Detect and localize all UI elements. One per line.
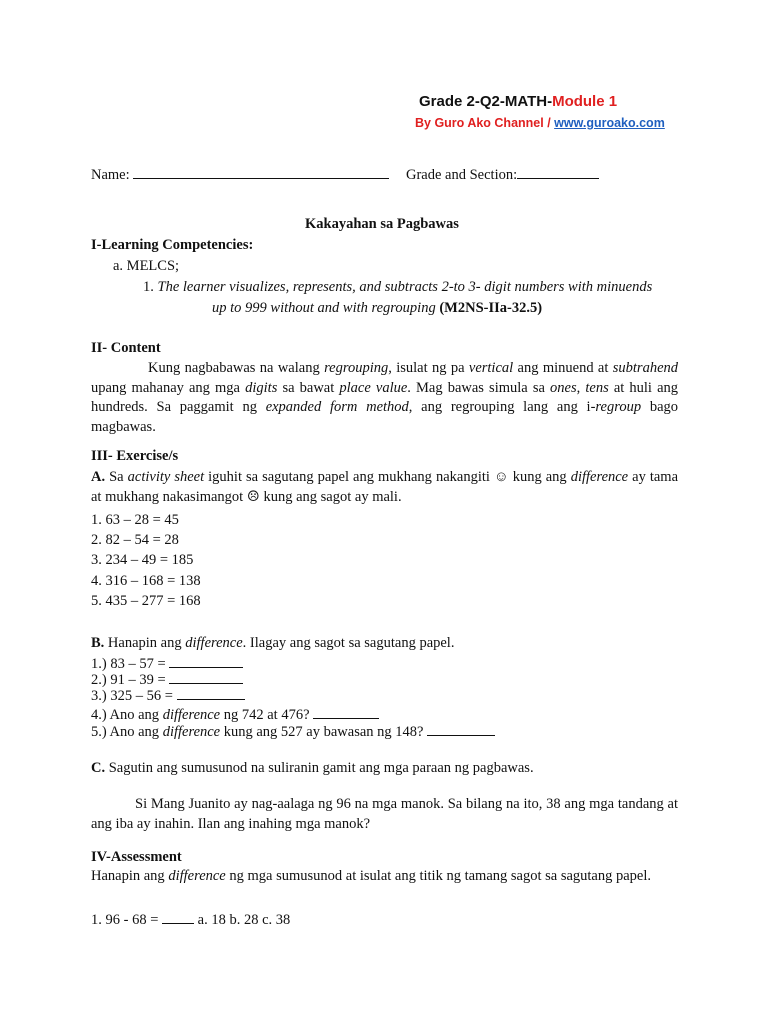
grade-section-line [406,166,599,184]
exercise-a-item: 3. 234 – 49 = 185 [91,552,194,568]
exercise-a-item: 2. 82 – 54 = 28 [91,532,179,548]
module-header [415,93,665,130]
grade-section-blank[interactable] [517,166,599,179]
answer-blank[interactable] [313,706,379,719]
exercise-a-item: 4. 316 – 168 = 138 [91,573,201,589]
name-blank[interactable] [133,166,389,179]
exercise-a-item: 1. 63 – 28 = 45 [91,512,179,528]
answer-blank[interactable] [169,655,243,668]
word-problem: Si Mang Juanito ay nag-aalaga ng 96 na mga manok. Sa bilang na ito, 38 ang mga tandang at ang iba ay inahin. Ilan ang inahing mga manok? [91,796,678,832]
content-paragraph: Kung nagbabawas na walang regrouping, isulat ng pa vertical ang minuend at subtrahend upang mahanay ang mga digits sa bawat place value. Mag bawas simula sa ones, tens at huli ang hundreds. Sa paggamit ng expanded form method, ang regrouping lang ang i-regroup bago magbawas. [91,360,679,435]
exercise-c-instructions: C. Sagutin ang sumusunod na suliranin gamit ang mga paraan ng pagbawas. [91,760,534,776]
exercise-a-instructions: A. Sa activity sheet iguhit sa sagutang papel ang mukhang nakangiti ☺ kung ang difference ay tama at mukhang nakasimangot ☹ kung ang sagot ay mali. [91,469,679,505]
answer-blank[interactable] [427,723,495,736]
document-title: Kakayahan sa Pagbawas [305,216,459,232]
name-line [91,166,389,184]
assessment-instructions: Hanapin ang difference ng mga sumusunod at isulat ang titik ng tamang sagot sa sagutang papel. [91,868,652,884]
exercise-b-instructions: B. Hanapin ang difference. Ilagay ang sagot sa sagutang papel. [91,635,455,651]
exercise-b-item: 2.) 91 – 39 = [91,671,243,689]
grade-section-label: Grade and Section: [406,167,518,183]
answer-blank[interactable] [162,911,194,924]
exercise-b-item: 4.) Ano ang difference ng 742 at 476? [91,706,379,724]
competencies-heading: I-Learning Competencies: [91,237,254,253]
exercise-b-item: 1.) 83 – 57 = [91,655,243,673]
competency-item-line1: 1. The learner visualizes, represents, and subtracts 2-to 3- digit numbers with minuends [143,279,653,295]
exercise-b-item: 5.) Ano ang difference kung ang 527 ay bawasan ng 148? [91,723,495,741]
answer-blank[interactable] [169,671,243,684]
competency-code: (M2NS-IIa-32.5) [439,300,543,316]
content-heading: II- Content [91,340,161,356]
exercise-b-item: 3.) 325 – 56 = [91,687,245,705]
name-label: Name: [91,167,130,183]
module-number: Module 1 [552,93,618,110]
assessment-question: 1. 96 - 68 = a. 18 b. 28 c. 38 [91,912,291,928]
answer-blank[interactable] [177,687,245,700]
melcs-label: a. MELCS; [113,258,180,274]
byline: By Guro Ako Channel / www.guroako.com [415,116,665,130]
assessment-heading: IV-Assessment [91,849,182,865]
exercise-a-item: 5. 435 – 277 = 168 [91,593,201,609]
website-link[interactable]: www.guroako.com [554,116,665,130]
module-title: Grade 2-Q2-MATH-Module 1 [419,93,618,110]
competency-item-line2: up to 999 without and with regrouping (M2NS-IIa-32.5) [212,300,543,316]
exercises-heading: III- Exercise/s [91,448,179,464]
